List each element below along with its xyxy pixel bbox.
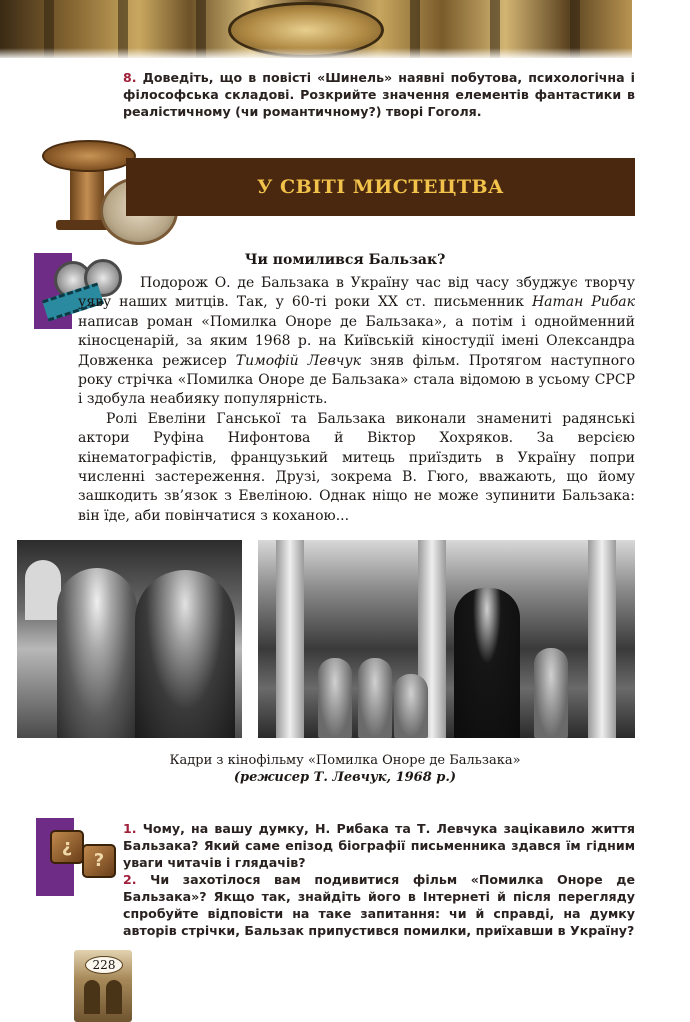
photo-caption bbox=[0, 752, 690, 786]
ornament-arch bbox=[106, 980, 122, 1014]
still-actress-1 bbox=[57, 568, 137, 738]
section-header bbox=[126, 158, 635, 216]
vase-bowl bbox=[42, 140, 136, 172]
still-pillar bbox=[588, 540, 616, 738]
article-text: зняв фільм. Протягом наступного року стрічка «Помилка Оноре де Бальзака» стала відомою в усьому СРСР і здобула неабияку популярність. bbox=[78, 352, 636, 408]
still-dancer bbox=[318, 658, 352, 738]
still-actress-2 bbox=[135, 570, 235, 738]
question-number: 1. bbox=[123, 821, 137, 836]
still-dancer bbox=[394, 674, 428, 738]
film-still-right bbox=[258, 540, 635, 738]
section-illustration bbox=[42, 140, 132, 210]
question-8-number: 8. bbox=[123, 70, 137, 85]
caption-line-1: Кадри з кінофільму «Помилка Оноре де Бальзака» bbox=[169, 753, 521, 768]
vase-stem bbox=[70, 164, 104, 226]
still-pillar bbox=[276, 540, 304, 738]
page-number: 228 bbox=[85, 956, 123, 974]
still-window bbox=[25, 560, 61, 620]
question-item bbox=[123, 820, 635, 871]
question-8 bbox=[123, 69, 635, 120]
article-title: Чи помилився Бальзак? bbox=[244, 252, 446, 268]
question-item bbox=[123, 871, 635, 939]
still-dancer bbox=[358, 658, 392, 738]
question-8-text: Доведіть, що в повісті «Шинель» наявні побутова, психологічна і філософська складові. Розкрийте значення елементів фантастики в реалістичному (чи романтичному?) творі Гоголя. bbox=[123, 70, 635, 119]
director-name: Тимофій Левчук bbox=[235, 352, 361, 369]
banner-fade bbox=[0, 48, 632, 58]
question-dice-icon bbox=[36, 818, 120, 896]
article-body bbox=[78, 274, 635, 526]
page-number-ornament bbox=[74, 950, 132, 1022]
article-paragraph bbox=[78, 274, 635, 410]
ornament-arch bbox=[84, 980, 100, 1014]
film-still-left bbox=[17, 540, 242, 738]
questions-block bbox=[123, 820, 635, 939]
question-text: Чому, на вашу думку, Н. Рибака та Т. Левчука зацікавило життя Бальзака? Який саме епізод біографії письменника здався їм гідним уваги читачів і глядачів? bbox=[123, 821, 635, 870]
decorative-top-banner bbox=[0, 0, 632, 58]
question-cube-icon: ? bbox=[82, 844, 116, 878]
article-text: написав роман «Помилка Оноре де Бальзака», а потім і однойменний кіносценарій, за яким 1968 р. на Київській кіностудії імені Олександра Довженка режисер bbox=[78, 313, 635, 369]
still-dancer bbox=[534, 648, 568, 738]
article-text: Подорож О. де Бальзака в Україну час від часу збуджує творчу уяву наших митців. Так, у 60-ті роки XX ст. письменник bbox=[78, 275, 635, 311]
author-name: Натан Рибак bbox=[531, 294, 635, 311]
caption-line-2: (режисер Т. Левчук, 1968 р.) bbox=[233, 770, 457, 785]
article-paragraph: Ролі Евеліни Ганської та Бальзака виконали знамениті радянські актори Руфіна Нифонтова й Віктор Хохряков. За версією кінематографістів, французький митець приїздить в Україну попри численні застереження. Друзі, зокрема В. Гюго, вважають, що йому зашкодить зв’язок з Евеліною. Однак ніщо не може зупинити Бальзака: він їде, аби повінчатися з коханою... bbox=[78, 410, 635, 524]
question-text: Чи захотілося вам подивитися фільм «Помилка Оноре де Бальзака»? Якщо так, знайдіть його в Інтернеті й після перегляду спробуйте відповісти на таке запитання: чи й справді, на думку авторів стрічки, Бальзак припустився помилки, приїхавши в Україну? bbox=[123, 872, 635, 938]
question-number: 2. bbox=[123, 872, 137, 887]
still-man bbox=[454, 588, 520, 738]
question-cube-icon: ¿ bbox=[50, 830, 84, 864]
section-title: У СВІТІ МИСТЕЦТВА bbox=[256, 176, 504, 198]
